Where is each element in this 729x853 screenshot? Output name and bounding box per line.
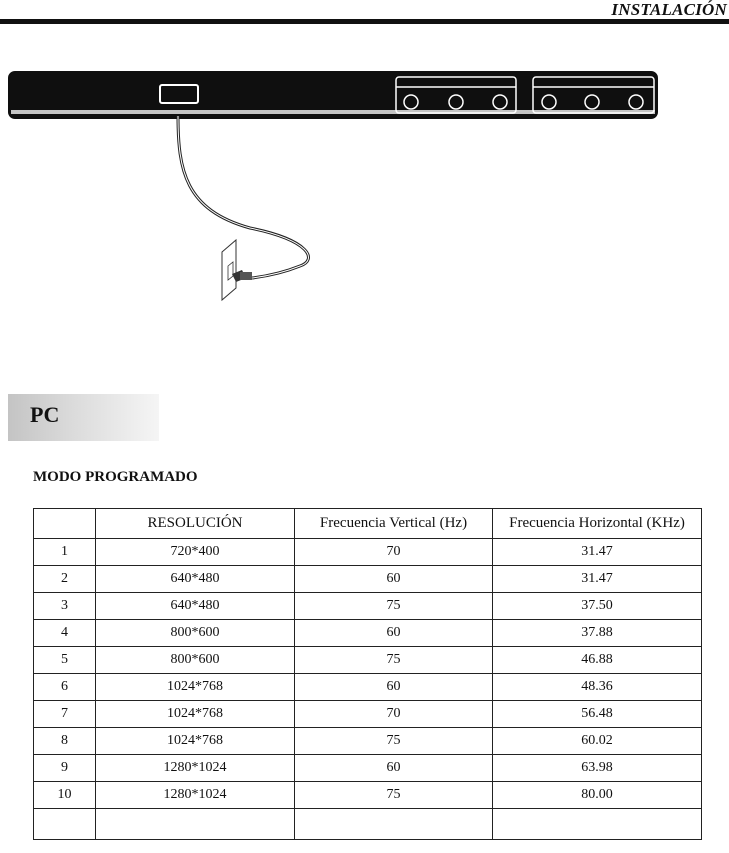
row-resolution: 720*400 [96,539,295,566]
table-row [34,593,702,620]
row-resolution: 1024*768 [96,728,295,755]
row-horizontal-frequency: 31.47 [493,566,702,593]
row-vertical-frequency: 60 [295,620,493,647]
row-resolution: 800*600 [96,647,295,674]
table-row [34,674,702,701]
table-row [34,539,702,566]
jack-connector [542,95,556,109]
row-vertical-frequency: 75 [295,647,493,674]
row-horizontal-frequency: 80.00 [493,782,702,809]
row-vertical-frequency: 75 [295,593,493,620]
row-index: 10 [34,782,96,809]
section-header-box [8,394,159,441]
table-row [34,620,702,647]
row-vertical-frequency: 70 [295,539,493,566]
row-index: 7 [34,701,96,728]
row-index: 4 [34,620,96,647]
row-vertical-frequency: 75 [295,782,493,809]
empty-cell [493,809,702,840]
empty-cell [295,809,493,840]
row-index: 8 [34,728,96,755]
connection-diagram [0,60,729,320]
header-rule [0,19,729,24]
table-row [34,647,702,674]
row-resolution: 1024*768 [96,674,295,701]
table-row [34,566,702,593]
row-resolution: 1280*1024 [96,782,295,809]
row-vertical-frequency: 60 [295,566,493,593]
table-heading: MODO PROGRAMADO [33,469,198,485]
column-header-index [34,509,96,539]
jack-connector [585,95,599,109]
empty-cell [34,809,96,840]
row-horizontal-frequency: 31.47 [493,539,702,566]
section-label: PC [30,402,60,427]
row-index: 1 [34,539,96,566]
row-horizontal-frequency: 46.88 [493,647,702,674]
row-resolution: 640*480 [96,593,295,620]
row-vertical-frequency: 75 [295,728,493,755]
row-resolution: 1280*1024 [96,755,295,782]
row-resolution: 800*600 [96,620,295,647]
column-header-resolution: RESOLUCIÓN [96,509,295,539]
row-vertical-frequency: 70 [295,701,493,728]
table-row [34,728,702,755]
preset-mode-table [33,508,702,840]
table-header-row [34,509,702,539]
row-horizontal-frequency: 37.50 [493,593,702,620]
power-socket-icon [222,240,236,300]
tv-rear-panel [9,72,657,118]
row-index: 2 [34,566,96,593]
header-title: INSTALACIÓN [611,0,727,19]
row-horizontal-frequency: 60.02 [493,728,702,755]
table-body [34,539,702,840]
table-row [34,701,702,728]
row-resolution: 640*480 [96,566,295,593]
row-horizontal-frequency: 63.98 [493,755,702,782]
row-horizontal-frequency: 56.48 [493,701,702,728]
row-index: 9 [34,755,96,782]
row-vertical-frequency: 60 [295,755,493,782]
jack-connector [449,95,463,109]
table-row [34,755,702,782]
table-row-empty [34,809,702,840]
column-header-vertical-frequency: Frecuencia Vertical (Hz) [295,509,493,539]
jack-connector [404,95,418,109]
column-header-horizontal-frequency: Frecuencia Horizontal (KHz) [493,509,702,539]
jack-connector [493,95,507,109]
row-resolution: 1024*768 [96,701,295,728]
empty-cell [96,809,295,840]
row-index: 5 [34,647,96,674]
row-index: 6 [34,674,96,701]
row-vertical-frequency: 60 [295,674,493,701]
table-row [34,782,702,809]
row-index: 3 [34,593,96,620]
ac-input-connector [160,85,198,103]
row-horizontal-frequency: 37.88 [493,620,702,647]
jack-connector [629,95,643,109]
row-horizontal-frequency: 48.36 [493,674,702,701]
